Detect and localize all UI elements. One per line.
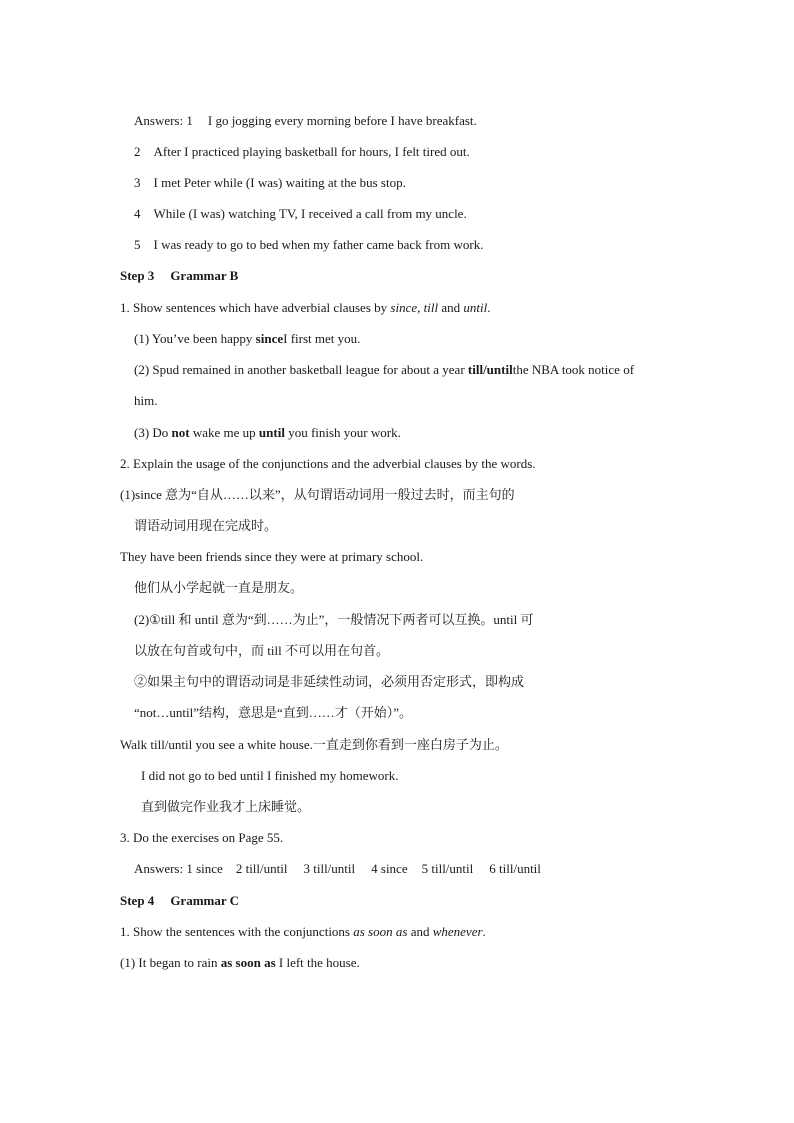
answer-2-text: After I practiced playing basketball for hours, I felt tired out. [153,144,470,159]
item-text: 2. Explain the usage of the conjunctions and the adverbial clauses by the words. [120,456,536,471]
highlight-conjunction: as soon as [220,955,276,970]
period: . [487,300,491,315]
answer-item: 6 till/until [489,861,541,876]
till-example-2-cn [141,799,310,815]
answer-1 [134,113,477,129]
sentence-text: the NBA took notice of [512,362,635,377]
note-text: (1)since 意为“自从……以来”，从句谓语动词用一般过去时，而主句的 [120,487,515,502]
note-text: “not…until”结构，意思是“直到……才（开始）”。 [134,705,413,720]
and-word: and [407,924,433,939]
since-word: since, [390,300,421,315]
highlight-conjunction: since [255,331,284,346]
answer-item: 2 till/until [235,861,288,876]
answer-1-text: I go jogging every morning before I have breakfast. [207,113,477,128]
step4-heading [120,893,239,909]
answer-label: Answers: 1 since [134,861,223,876]
till-example-1 [120,737,508,753]
till-note-3 [134,674,524,690]
answer-5-text: I was ready to go to bed when my father came back from work. [153,237,484,252]
till-example-2-en [141,768,398,784]
highlight-conjunction: till/until [467,362,513,377]
till-word: till [423,300,439,315]
answer-2-number: 2 [134,144,141,159]
answer-5-number: 5 [134,237,141,252]
since-note-1 [120,487,515,503]
note-text: ②如果主句中的谓语动词是非延续性动词，必须用否定形式，即构成 [134,674,525,689]
period: . [482,924,486,939]
answer-5 [134,237,483,253]
step3-sentence-3 [134,425,401,441]
answer-4-number: 4 [134,206,141,221]
highlight-conjunction: until [258,425,285,440]
till-note-4 [134,705,412,721]
sentence-text: (1) It began to rain [120,955,221,970]
step4-sentence-1 [120,955,360,971]
answer-3-text: I met Peter while (I was) waiting at the bus stop. [153,175,406,190]
until-word: until [463,300,488,315]
step4-title: Grammar C [170,893,240,908]
sentence-text: (3) Do [134,425,172,440]
sentence-text: I left the house. [275,955,360,970]
sentence-text: you finish your work. [284,425,401,440]
answer-2 [134,144,470,160]
example-text: 他们从小学起就一直是朋友。 [134,580,304,595]
step3-item-3 [120,830,283,846]
sentence-text: (2) Spud remained in another basketball league for about a year [134,362,468,377]
answer-item: 5 till/until [421,861,474,876]
as-soon-as-word: as soon as [353,924,408,939]
answer-item: 3 till/until [303,861,356,876]
example-text: I did not go to bed until I finished my homework. [141,768,399,783]
answer-4 [134,206,467,222]
since-example-cn [134,580,303,596]
sentence-text: him. [134,393,158,408]
step3-item-1 [120,300,490,316]
example-text: They have been friends since they were at primary school. [120,549,424,564]
item-text: 1. Show the sentences with the conjunctions [120,924,354,939]
step3-answers [134,861,541,877]
step3-title: Grammar B [170,268,239,283]
since-note-2 [134,518,277,534]
step3-sentence-2-cont [134,393,157,409]
step3-item-1-text: 1. Show sentences which have adverbial clauses by [120,300,391,315]
step3-sentence-2 [134,362,634,378]
step4-item-1 [120,924,486,940]
note-text: 以放在句首或句中，而 till 不可以用在句首。 [134,643,389,658]
answers-label: Answers: 1 [134,113,193,128]
sentence-text: (1) You’ve been happy [134,331,256,346]
step3-heading [120,268,238,284]
till-note-2 [134,643,389,659]
sentence-text: wake me up [189,425,259,440]
answer-3-number: 3 [134,175,141,190]
step4-label: Step 4 [120,893,155,908]
answer-3 [134,175,406,191]
answer-4-text: While (I was) watching TV, I received a call from my uncle. [153,206,467,221]
example-text: 直到做完作业我才上床睡觉。 [141,799,311,814]
note-text: (2)①till 和 until 意为“到……为止”，一般情况下两者可以互换。until 可 [134,612,534,627]
step3-label: Step 3 [120,268,155,283]
step3-sentence-1 [134,331,360,347]
example-text: Walk till/until you see a white house.一直走到你看到一座白房子为止。 [120,737,508,752]
and-word: and [438,300,464,315]
item-text: 3. Do the exercises on Page 55. [120,830,284,845]
highlight-not: not [171,425,190,440]
whenever-word: whenever [432,924,483,939]
answer-item: 4 since [371,861,408,876]
note-text: 谓语动词用现在完成时。 [134,518,278,533]
till-note-1 [134,612,533,628]
since-example-en [120,549,423,565]
sentence-text: I first met you. [283,331,361,346]
step3-item-2 [120,456,536,472]
